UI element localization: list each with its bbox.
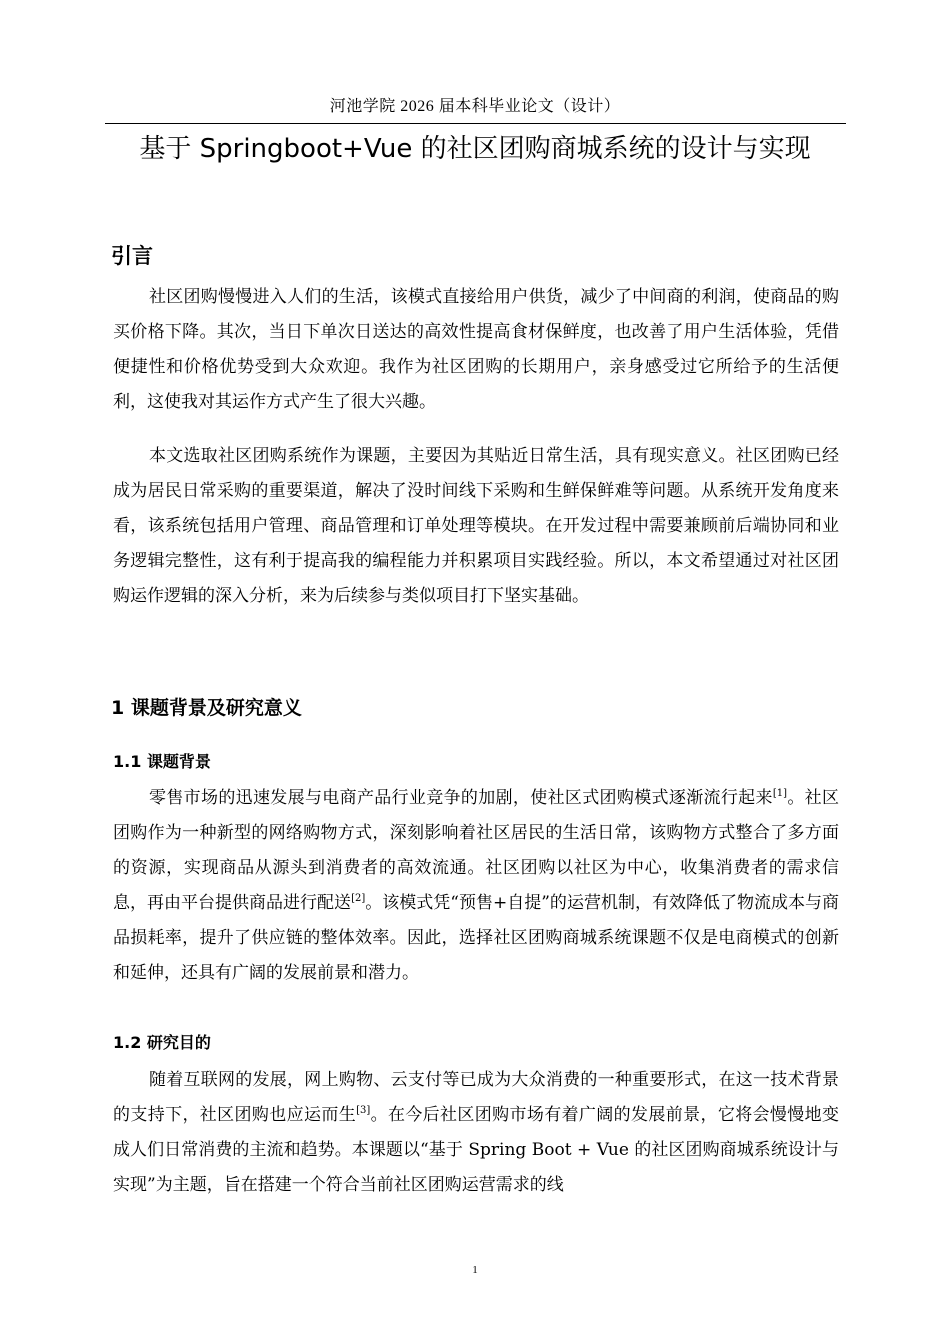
intro-paragraph-2: 本文选取社区团购系统作为课题，主要因为其贴近日常生活，具有现实意义。社区团购已经成为居民日常采购的重要渠道，解决了没时间线下采购和生鲜保鲜难等问题。从系统开发角度来看，该系统包括用户管理、商品管理和订单处理等模块。在开发过程中需要兼顾前后端协同和业务逻辑完整性，这有利于提高我的编程能力并积累项目实践经验。所以，本文希望通过对社区团购运作逻辑的深入分析，来为后续参与类似项目打下坚实基础。: [113, 446, 839, 606]
citation-1: [1]: [772, 788, 788, 799]
document-title: 基于 Springboot+Vue 的社区团购商城系统的设计与实现: [139, 134, 811, 164]
citation-3: [3]: [356, 1105, 371, 1116]
running-header: 河池学院 2026 届本科毕业论文（设计）: [329, 98, 621, 115]
background-paragraph: [113, 781, 839, 991]
header-divider: [105, 123, 846, 124]
purpose-text-a: 随着互联网的发展，网上购物、云支付等已成为大众消费的一种重要形式，在这一技术背景的支持下，社区团购也应运而生: [113, 1070, 839, 1125]
subsection-heading-1-2: 1.2 研究目的: [113, 1033, 211, 1052]
background-text-c: 。该模式凭“预售+自提”的运营机制，有效降低了物流成本与商品损耗率，提升了供应链的整体效率。因此，选择社区团购商城系统课题不仅是电商模式的创新和延伸，还具有广阔的发展前景和潜力。: [113, 893, 840, 983]
subsection-heading-1-1: 1.1 课题背景: [113, 752, 211, 771]
section-heading-intro: 引言: [111, 244, 153, 268]
section-heading-1: 1 课题背景及研究意义: [111, 697, 302, 719]
intro-paragraph-1: 社区团购慢慢进入人们的生活，该模式直接给用户供货，减少了中间商的利润，使商品的购买价格下降。其次，当日下单次日送达的高效性提高食材保鲜度，也改善了用户生活体验，凭借便捷性和价格优势受到大众欢迎。我作为社区团购的长期用户，亲身感受过它所给予的生活便利，这使我对其运作方式产生了很大兴趣。: [113, 287, 839, 412]
purpose-text-b: 。在今后社区团购市场有着广阔的发展前景，它将会慢慢地变成人们日常消费的主流和趋势。本课题以“基于 Spring Boot + Vue 的社区团购商城系统设计与实现”为主题，旨在搭建一个符合当前社区团购运营需求的线: [113, 1105, 839, 1195]
background-text-a: 零售市场的迅速发展与电商产品行业竞争的加剧，使社区式团购模式逐渐流行起来: [149, 788, 773, 808]
citation-2: [2]: [351, 893, 366, 904]
background-text-b: 。社区团购作为一种新型的网络购物方式，深刻影响着社区居民的生活日常，该购物方式整合了多方面的资源，实现商品从源头到消费者的高效流通。社区团购以社区为中心，收集消费者的需求信息，再由平台提供商品进行配送: [113, 788, 840, 913]
page-number: 1: [472, 1264, 478, 1276]
purpose-paragraph: [113, 1063, 839, 1203]
